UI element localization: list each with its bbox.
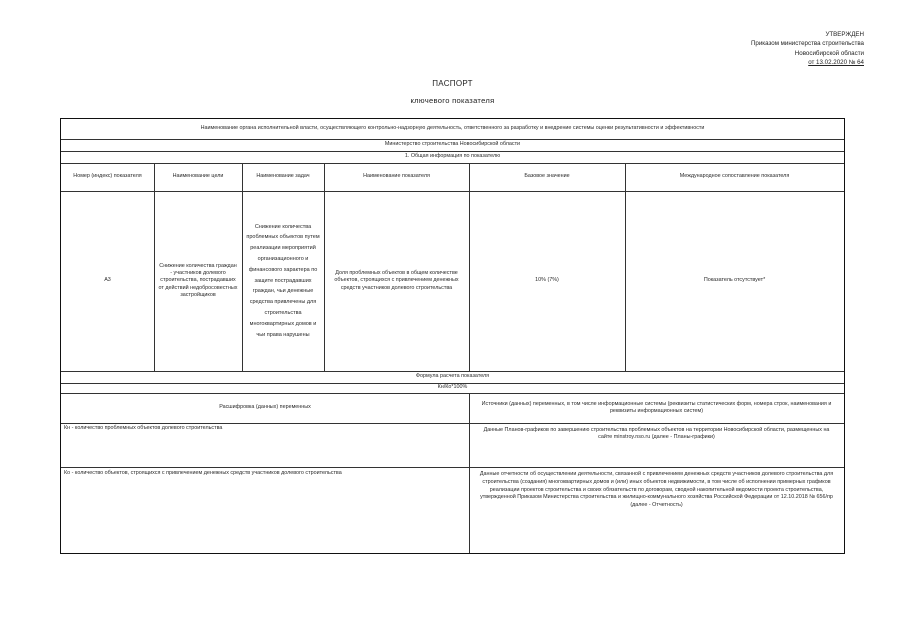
approval-line: УТВЕРЖДЕН: [825, 31, 864, 38]
cell-tasks: Снижение количества проблемных объектов путем реализации мероприятий организационного и финансового характера по защите пострадавших граждан, чьи денежные средства привлечены для строительства многоквартирных домов и чьи права нарушены: [246, 223, 320, 338]
approval-line: Приказом министерства строительства: [750, 40, 864, 48]
variable-kn-description: Кн - количество проблемных объектов долевого строительства: [64, 425, 223, 431]
formula-value: Кн/Ко*100%: [437, 384, 468, 391]
section-general: 1. Общая информация по показателю: [404, 153, 501, 160]
column-header-international: Международное сопоставление показателя: [679, 173, 790, 180]
cell-goal: Снижение количества граждан - участников долевого строительства, пострадавших от действий недобросовестных застройщиков: [158, 262, 238, 298]
cell-base-value: 10% (7%): [535, 277, 559, 284]
sources-header: Источники (данных) переменных, в том числе информационные системы (реквизиты статистических форм, номера строк, наименования и реквизиты информационных систем): [481, 400, 832, 414]
column-header-index: Номер (индекс) показателя: [73, 173, 142, 180]
passport-table: [60, 118, 845, 554]
table-divider: [61, 467, 844, 468]
page-subtitle: ключевого показателя: [410, 96, 495, 105]
variables-header: Расшифровка (данных) переменных: [219, 404, 311, 411]
cell-index: А3: [104, 277, 111, 284]
variable-ko-source: Данные отчетности об осуществлении деятельности, связанной с привлечением денежных средств участников долевого строительства для строительства (создания) многоквартирных домов и (или) иных объектов недвижимости, в том числе об исполнении примерных графиков реализации проектов строительства и своих обязательств по договорам, сводной накопительной ведомости проекта строительства, утвержденной Приказом Министерства строительства и жилищно-коммунального хозяйства Российской Федерации от 12.10.2018 № 656/пр (далее - Отчетность): [479, 471, 834, 509]
approval-stamp: [751, 30, 864, 67]
column-header-goal: Наименование цели: [172, 173, 224, 180]
page-title: ПАСПОРТ: [432, 79, 473, 88]
column-header-tasks: Наименование задач: [256, 173, 310, 180]
column-header-base-value: Базовое значение: [524, 173, 570, 180]
cell-indicator: Доля проблемных объектов в общем количестве объектов, строящихся с привлечением денежных средств участников долевого строительства: [334, 270, 459, 291]
approval-date: от 13.02.2020 № 64: [808, 58, 864, 66]
formula-header: Формула расчета показателя: [415, 373, 490, 380]
organ-header: Наименование органа исполнительной власти, осуществляющего контрольно-надзорную деятельность, ответственного за разработку и внедрение системы оценки результативности и эффективности: [200, 125, 705, 132]
variable-ko-description: Ко - количество объектов, строящихся с привлечением денежных средств участников долевого строительства: [64, 470, 342, 476]
cell-international: Показатель отсутствует*: [703, 277, 766, 284]
organ-name: Министерство строительства Новосибирской области: [384, 141, 521, 148]
table-divider: [61, 423, 844, 424]
variable-kn-source: Данные Планов-графиков по завершению строительства проблемных объектов на территории Новосибирской области, размещенных на сайте minstroy.nso.ru (далее - Планы-графики): [483, 427, 830, 441]
column-header-indicator: Наименование показателя: [363, 173, 430, 180]
approval-line: Новосибирской области: [794, 49, 864, 57]
